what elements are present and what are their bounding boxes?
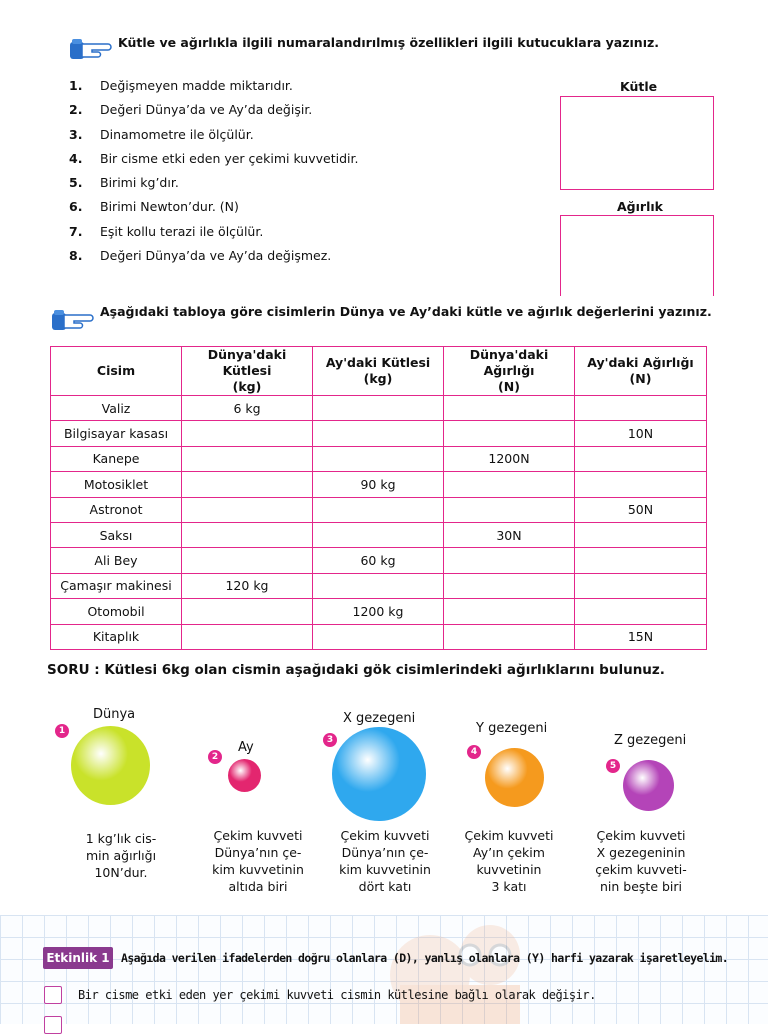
pointing-hand-icon — [68, 35, 112, 61]
value-cell[interactable] — [444, 624, 575, 649]
value-cell[interactable] — [575, 573, 707, 598]
list-item: 4. Bir cisme etki eden yer çekimi kuvvetidir. — [69, 150, 359, 166]
planet-name: Z gezegeni — [614, 733, 687, 748]
section2-title: Aşağıdaki tabloya göre cisimlerin Dünya ve Ay’daki kütle ve ağırlık değerlerini yazınız. — [100, 304, 712, 319]
value-cell[interactable]: 120 kg — [182, 573, 313, 598]
value-cell[interactable] — [182, 472, 313, 497]
number-badge: 2 — [208, 750, 222, 764]
value-cell[interactable] — [182, 446, 313, 471]
object-name-cell: Bilgisayar kasası — [51, 421, 182, 446]
table-row — [51, 599, 707, 624]
value-cell[interactable] — [182, 548, 313, 573]
value-cell[interactable] — [313, 624, 444, 649]
object-name-cell: Astronot — [51, 497, 182, 522]
number-badge: 5 — [606, 759, 620, 773]
planet-name: Dünya — [93, 707, 136, 722]
value-cell[interactable] — [313, 522, 444, 547]
object-name-cell: Otomobil — [51, 599, 182, 624]
value-cell[interactable] — [444, 548, 575, 573]
value-cell[interactable] — [313, 573, 444, 598]
agirlik-box-label: Ağırlık — [617, 199, 663, 214]
planet-name: Y gezegeni — [476, 721, 548, 736]
section1-title: Kütle ve ağırlıkla ilgili numaralandırılmış özellikleri ilgili kutucuklara yazınız. — [118, 35, 660, 50]
object-name-cell: Çamaşır makinesi — [51, 573, 182, 598]
planet-description: Çekim kuvveti Dünya’nın çe- kim kuvvetinin altıda biri — [212, 828, 304, 894]
statement-checkbox[interactable] — [44, 986, 62, 1004]
value-cell[interactable] — [575, 446, 707, 471]
planet-sphere-icon — [332, 727, 426, 821]
etkinlik-instruction: Aşağıda verilen ifadelerden doğru olanlara (D), yanlış olanlara (Y) harfi yazarak işaretleyelim. — [121, 951, 729, 965]
value-cell[interactable]: 6 kg — [182, 396, 313, 421]
planet-description: Çekim kuvveti Dünya’nın çe- kim kuvvetinin dört katı — [339, 828, 431, 894]
table-row — [51, 522, 707, 547]
number-badge: 4 — [467, 745, 481, 759]
statement-text: Bir cisme etki eden yer çekimi kuvveti cismin kütlesine bağlı olarak değişir. — [78, 988, 596, 1002]
value-cell[interactable]: 1200 kg — [313, 599, 444, 624]
table-row — [51, 396, 707, 421]
planet-name: Ay — [238, 740, 254, 755]
value-cell[interactable] — [182, 421, 313, 446]
object-name-cell: Saksı — [51, 522, 182, 547]
object-name-cell: Kitaplık — [51, 624, 182, 649]
number-badge: 3 — [323, 733, 337, 747]
value-cell[interactable]: 15N — [575, 624, 707, 649]
table-row — [51, 421, 707, 446]
mascot-icon — [360, 915, 560, 1024]
number-badge: 1 — [55, 724, 69, 738]
value-cell[interactable] — [182, 599, 313, 624]
planet-sphere-icon — [228, 759, 261, 792]
list-item: 5. Birimi kg’dır. — [69, 175, 179, 191]
table-header: Dünya'daki Ağırlığı (N) — [444, 347, 575, 396]
table-row — [51, 573, 707, 598]
kutle-answer-box[interactable] — [560, 96, 714, 190]
object-name-cell: Valiz — [51, 396, 182, 421]
value-cell[interactable] — [444, 497, 575, 522]
value-cell[interactable] — [313, 446, 444, 471]
planet-sphere-icon — [623, 760, 674, 811]
value-cell[interactable] — [444, 396, 575, 421]
list-item: 8. Değeri Dünya’da ve Ay’da değişmez. — [69, 248, 332, 264]
value-cell[interactable] — [575, 396, 707, 421]
table-header: Ay'daki Ağırlığı (N) — [575, 347, 707, 396]
table-row — [51, 472, 707, 497]
table-header: Dünya'daki Kütlesi (kg) — [182, 347, 313, 396]
planet-description: 1 kg’lık cis- min ağırlığı 10N’dur. — [85, 831, 157, 880]
pointing-hand-icon — [50, 306, 94, 332]
value-cell[interactable] — [182, 497, 313, 522]
list-item: 2. Değeri Dünya’da ve Ay’da değişir. — [69, 102, 313, 118]
value-cell[interactable] — [444, 421, 575, 446]
value-cell[interactable] — [313, 421, 444, 446]
table-row — [51, 624, 707, 649]
agirlik-answer-box[interactable] — [560, 215, 714, 296]
list-item: 1. Değişmeyen madde miktarıdır. — [69, 78, 293, 93]
planet-description: Çekim kuvveti Ay’ın çekim kuvvetinin 3 katı — [464, 828, 554, 894]
value-cell[interactable] — [444, 599, 575, 624]
object-name-cell: Motosiklet — [51, 472, 182, 497]
value-cell[interactable] — [182, 522, 313, 547]
property-list — [69, 78, 358, 272]
table-row — [51, 548, 707, 573]
table-row — [51, 497, 707, 522]
value-cell[interactable] — [444, 472, 575, 497]
value-cell[interactable] — [444, 573, 575, 598]
table-header: Cisim — [51, 347, 182, 396]
value-cell[interactable] — [313, 497, 444, 522]
value-cell[interactable] — [575, 599, 707, 624]
value-cell[interactable]: 90 kg — [313, 472, 444, 497]
list-item: 6. Birimi Newton’dur. (N) — [69, 199, 239, 215]
planet-sphere-icon — [71, 726, 150, 805]
statement-checkbox[interactable] — [44, 1016, 62, 1034]
mass-weight-table — [50, 346, 707, 650]
value-cell[interactable] — [313, 396, 444, 421]
soru-question: SORU : Kütlesi 6kg olan cismin aşağıdaki gök cisimlerindeki ağırlıklarını bulunuz. — [47, 662, 665, 678]
value-cell[interactable]: 30N — [444, 522, 575, 547]
value-cell[interactable]: 50N — [575, 497, 707, 522]
table-row — [51, 446, 707, 471]
planet-description: Çekim kuvveti X gezegeninin çekim kuvveti- nin beşte biri — [595, 828, 687, 894]
object-name-cell: Kanepe — [51, 446, 182, 471]
value-cell[interactable] — [182, 624, 313, 649]
etkinlik-badge: Etkinlik 1 — [43, 947, 113, 969]
list-item: 7. Eşit kollu terazi ile ölçülür. — [69, 223, 264, 239]
value-cell[interactable] — [575, 472, 707, 497]
table-header: Ay'daki Kütlesi (kg) — [313, 347, 444, 396]
value-cell[interactable]: 10N — [575, 421, 707, 446]
planet-name: X gezegeni — [343, 711, 416, 726]
object-name-cell: Ali Bey — [51, 548, 182, 573]
value-cell[interactable] — [575, 522, 707, 547]
list-item: 3. Dinamometre ile ölçülür. — [69, 126, 254, 142]
value-cell[interactable]: 60 kg — [313, 548, 444, 573]
value-cell[interactable]: 1200N — [444, 446, 575, 471]
planet-sphere-icon — [485, 748, 544, 807]
value-cell[interactable] — [575, 548, 707, 573]
kutle-box-label: Kütle — [620, 79, 658, 94]
